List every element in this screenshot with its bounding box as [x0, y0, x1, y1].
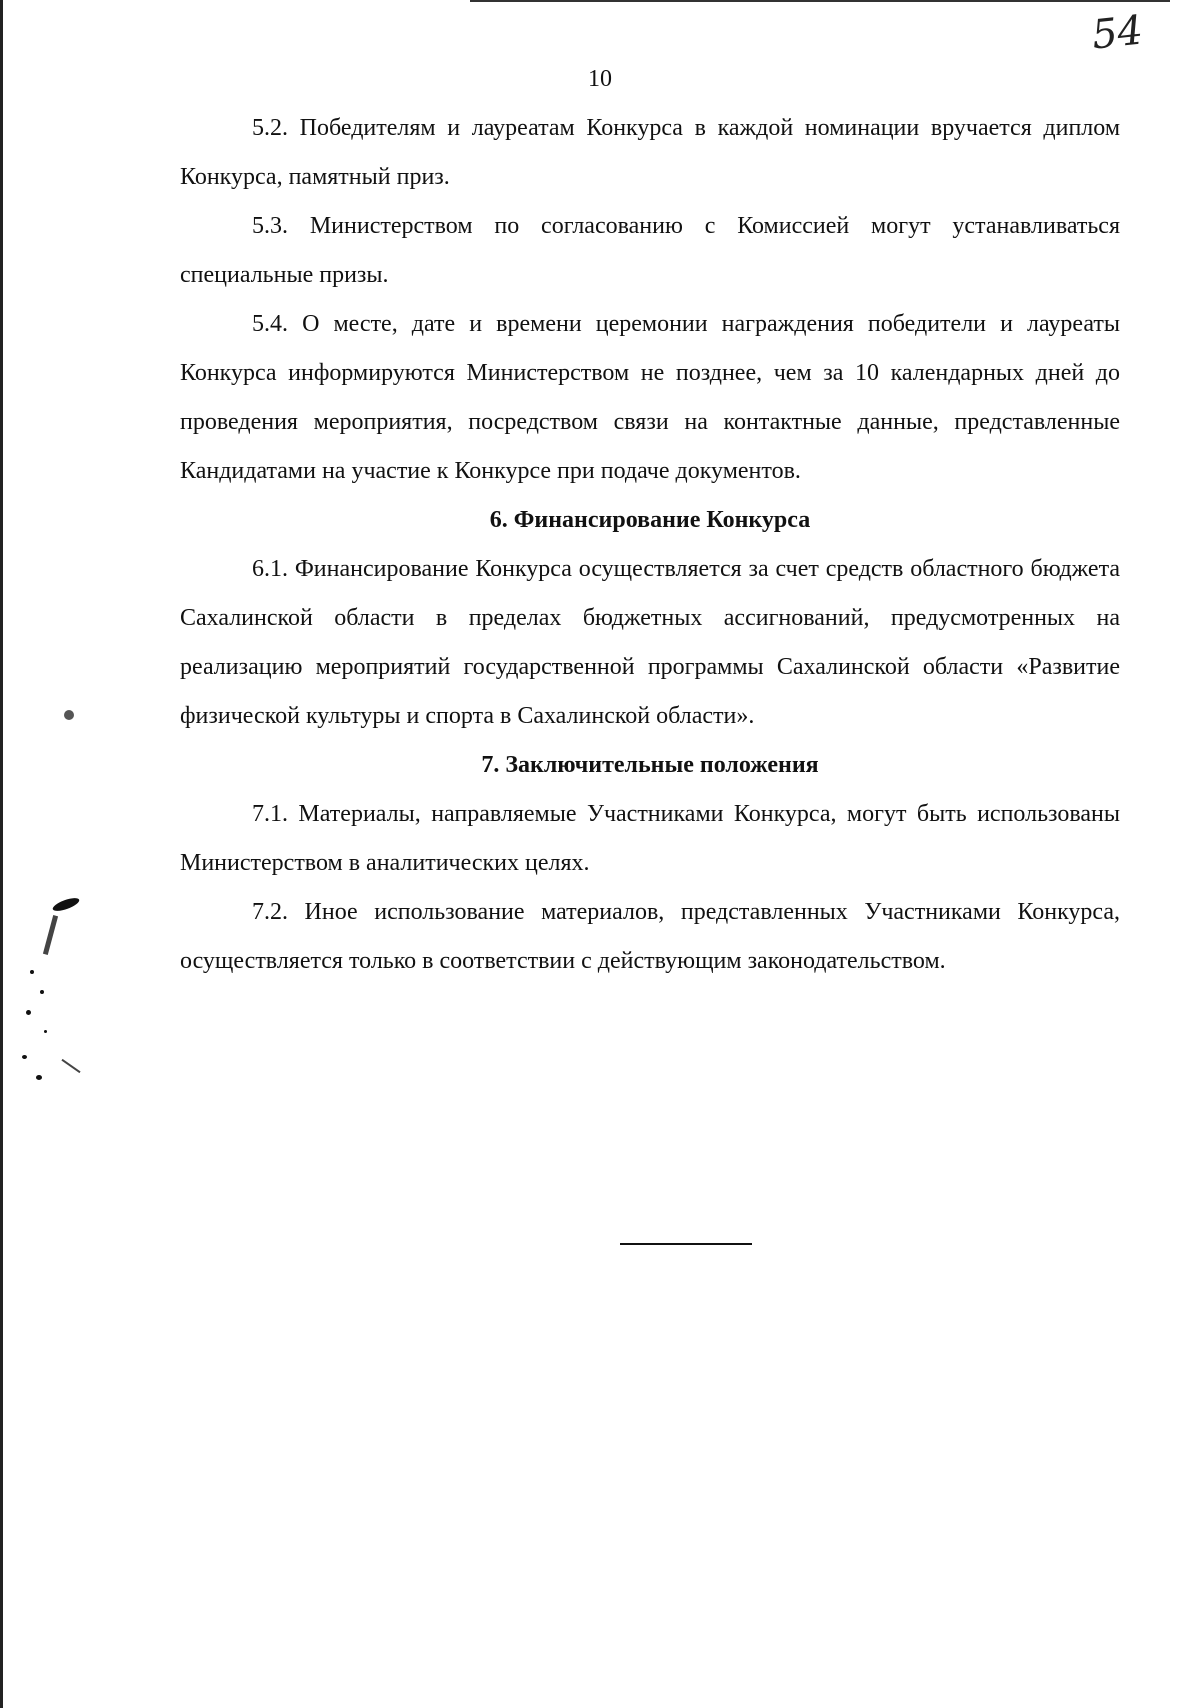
scan-artifact — [26, 1010, 31, 1015]
document-body — [180, 104, 1120, 986]
scan-top-edge — [470, 0, 1170, 2]
scan-artifact — [44, 1030, 47, 1033]
paragraph-5-4: 5.4. О месте, дате и времени церемонии награждения победители и лауреаты Конкурса информируются Министерством не позднее, чем за 10 календарных дней до проведения мероприятия, посредством связи на контактные данные, представленные Кандидатами на участие к Конкурсе при подаче документов. — [180, 311, 1120, 484]
section-heading-7: 7. Заключительные положения — [481, 752, 819, 778]
page-number: 10 — [588, 66, 612, 92]
scan-artifact — [43, 915, 58, 955]
end-of-document-rule — [620, 1243, 752, 1245]
paragraph-5-3: 5.3. Министерством по согласованию с Комиссией могут устанавливаться специальные призы. — [180, 213, 1120, 288]
section-heading-6: 6. Финансирование Конкурса — [489, 507, 811, 533]
scan-artifact — [30, 970, 34, 974]
scan-artifact — [64, 710, 74, 720]
paragraph-7-1: 7.1. Материалы, направляемые Участниками Конкурса, могут быть использованы Министерством в аналитических целях. — [180, 801, 1120, 876]
paragraph-5-2: 5.2. Победителям и лауреатам Конкурса в каждой номинации вручается диплом Конкурса, памятный приз. — [180, 115, 1120, 190]
scan-artifact — [36, 1075, 42, 1080]
scan-artifact — [40, 990, 44, 994]
paragraph-7-2: 7.2. Иное использование материалов, представленных Участниками Конкурса, осуществляется только в соответствии с действующим законодательством. — [180, 899, 1120, 974]
scan-artifact — [51, 895, 80, 913]
scan-artifact — [22, 1055, 27, 1059]
scan-artifact — [61, 1059, 80, 1073]
paragraph-6-1: 6.1. Финансирование Конкурса осуществляется за счет средств областного бюджета Сахалинской области в пределах бюджетных ассигнований, предусмотренных на реализацию мероприятий государственной программы Сахалинской области «Развитие физической культуры и спорта в Сахалинской области». — [180, 556, 1120, 729]
scan-left-edge — [0, 0, 3, 1708]
handwritten-sheet-number: 54 — [1089, 7, 1146, 59]
